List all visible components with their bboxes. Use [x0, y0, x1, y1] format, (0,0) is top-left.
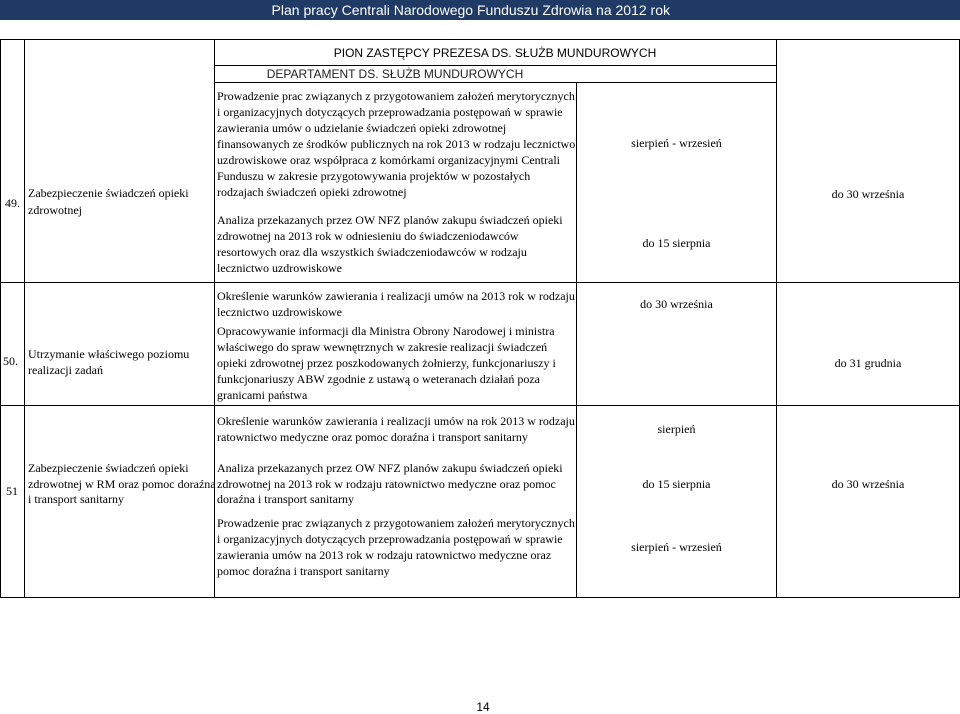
task-term: do 30 września	[640, 297, 713, 311]
task-line: lecznictwo uzdrowiskowe	[217, 305, 342, 319]
task-line: opieki zdrowotnej przez poszkodowanych żołnierzy, funkcjonariuszy i	[217, 356, 556, 370]
row-name-line: realizacji zadań	[28, 363, 103, 377]
task-line: Określenie warunków zawierania i realizacji umów na 2013 rok w rodzaju	[217, 289, 575, 303]
row-name-line: Zabezpieczenie świadczeń opieki	[28, 461, 189, 475]
row-name-line: i transport sanitarny	[28, 492, 124, 506]
task-line: finansowanych ze środków publicznych na rok 2013 w rodzaju lecznictwo	[217, 137, 576, 151]
task-line: Analiza przekazanych przez OW NFZ planów zakupu świadczeń opieki	[217, 461, 563, 475]
task-line: ratownictwo medyczne oraz pomoc doraźna i transport sanitarny	[217, 430, 528, 444]
task-term: sierpień - wrzesień	[631, 136, 722, 150]
task-line: lecznictwo uzdrowiskowe	[217, 261, 342, 275]
row-number: 49.	[5, 196, 20, 210]
task-line: pomoc doraźna i transport sanitarny	[217, 564, 390, 578]
task-term: do 15 sierpnia	[642, 236, 711, 250]
task-line: właściwego do spraw wewnętrznych w zakresie realizacji świadczeń	[217, 340, 548, 354]
document-title: Plan pracy Centrali Narodowego Funduszu Zdrowia na 2012 rok	[271, 2, 670, 18]
task-line: i organizacyjnych dotyczących przeprowadzania postępowań w sprawie	[217, 105, 563, 119]
page-number: 14	[476, 700, 490, 714]
row-deadline: do 30 września	[831, 477, 905, 491]
task-term: sierpień - wrzesień	[631, 540, 722, 554]
row-number: 51	[6, 484, 18, 498]
task-line: Analiza przekazanych przez OW NFZ planów zakupu świadczeń opieki	[217, 213, 563, 227]
task-line: i organizacyjnych dotyczących przeprowadzania postępowań w sprawie	[217, 532, 563, 546]
task-line: zawierania umów o udzielanie świadczeń opieki zdrowotnej	[217, 121, 507, 135]
task-line: granicami państwa	[217, 388, 308, 402]
section-subheading: DEPARTAMENT DS. SŁUŻB MUNDUROWYCH	[266, 67, 524, 81]
section-heading: PION ZASTĘPCY PREZESA DS. SŁUŻB MUNDUROWYCH	[333, 46, 657, 60]
row-name-line: zdrowotnej	[28, 203, 82, 217]
row-deadline: do 31 grudnia	[834, 356, 902, 370]
task-line: Prowadzenie prac związanych z przygotowaniem założeń merytorycznych	[217, 89, 575, 103]
row-name-line: Utrzymanie właściwego poziomu	[28, 347, 190, 361]
task-term: do 15 sierpnia	[642, 477, 711, 491]
row-deadline: do 30 września	[831, 187, 905, 201]
row-number: 50.	[3, 354, 18, 368]
task-term: sierpień	[657, 422, 696, 436]
row-name-line: Zabezpieczenie świadczeń opieki	[28, 186, 189, 200]
task-line: rodzajach świadczeń opieki zdrowotnej	[217, 185, 407, 199]
row-name-line: zdrowotnej w RM oraz pomoc doraźna	[28, 477, 216, 491]
task-line: Funduszu w zakresie przygotowywania projektów w pozostałych	[217, 169, 531, 183]
task-line: Opracowywanie informacji dla Ministra Obrony Narodowej i ministra	[217, 324, 555, 338]
task-line: Prowadzenie prac związanych z przygotowaniem założeń merytorycznych	[217, 516, 575, 530]
task-line: resortowych oraz dla wszystkich świadczeniodawców w rodzaju	[217, 245, 527, 259]
task-line: zdrowotnej na 2013 rok w odniesieniu do świadczeniodawców	[217, 229, 519, 243]
task-line: uzdrowiskowe oraz współpraca z komórkami organizacyjnymi Centrali	[217, 153, 561, 167]
task-line: zdrowotnej na 2013 rok w rodzaju ratownictwo medyczne oraz pomoc	[217, 477, 556, 491]
task-line: funkcjonariuszy ABW zgodnie z ustawą o weteranach działań poza	[217, 372, 540, 386]
task-line: doraźna i transport sanitarny	[217, 492, 354, 506]
task-line: zawierania umów na 2013 rok w rodzaju ratownictwo medyczne oraz	[217, 548, 552, 562]
task-line: Określenie warunków zawierania i realizacji umów na rok 2013 w rodzaju	[217, 414, 575, 428]
